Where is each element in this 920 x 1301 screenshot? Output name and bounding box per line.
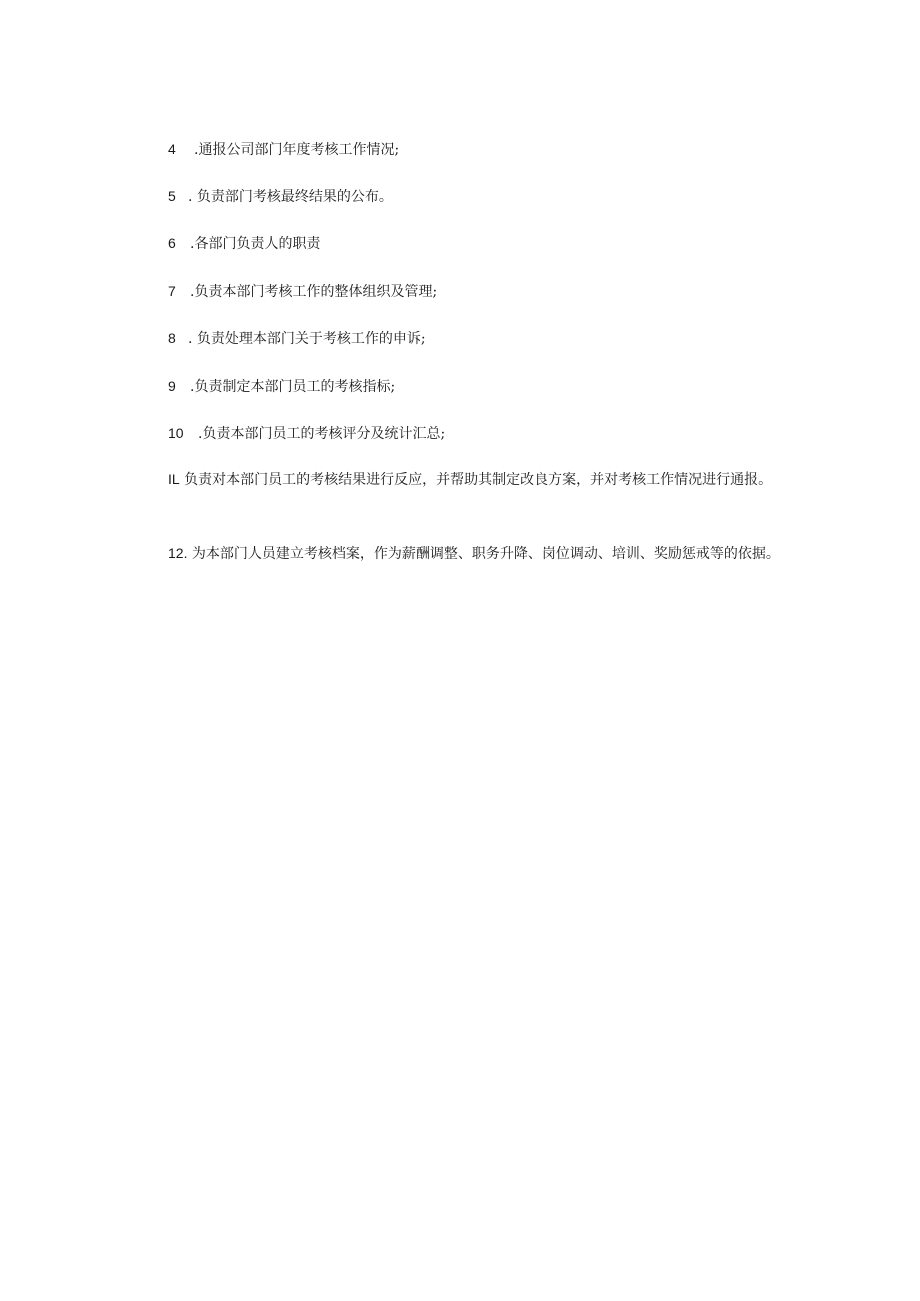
item-text: .负责制定本部门员工的考核指标; bbox=[190, 379, 396, 395]
paragraph-text: 负责对本部门员工的考核结果进行反应，并帮助其制定改良方案，并对考核工作情况进行通报。 bbox=[184, 472, 773, 488]
item-text: .负责本部门考核工作的整体组织及管理; bbox=[190, 284, 438, 300]
item-number: 10 bbox=[168, 425, 184, 441]
list-item bbox=[168, 233, 320, 254]
item-text: .各部门负责人的职责 bbox=[190, 236, 321, 252]
paragraph bbox=[138, 467, 786, 493]
list-item bbox=[168, 376, 395, 397]
item-text: . 负责部门考核最终结果的公布。 bbox=[188, 189, 393, 205]
item-text: .负责本部门员工的考核评分及统计汇总; bbox=[198, 426, 446, 442]
list-item bbox=[168, 139, 399, 160]
item-number: 7 bbox=[168, 283, 176, 299]
item-number: 9 bbox=[168, 378, 176, 394]
item-number: 8 bbox=[168, 330, 176, 346]
item-number: 6 bbox=[168, 235, 176, 251]
item-number: 4 bbox=[168, 141, 176, 157]
item-text: . 负责处理本部门关于考核工作的申诉; bbox=[188, 331, 426, 347]
paragraph-number: IL bbox=[168, 471, 180, 487]
item-text: .通报公司部门年度考核工作情况; bbox=[194, 142, 400, 158]
item-number: 5 bbox=[168, 188, 176, 204]
list-item bbox=[168, 281, 437, 302]
list-item bbox=[168, 328, 426, 349]
list-item bbox=[168, 423, 445, 444]
list-item bbox=[168, 186, 393, 207]
paragraph-number: 12. bbox=[168, 545, 188, 561]
paragraph bbox=[138, 541, 786, 567]
paragraph-text: 为本部门人员建立考核档案，作为薪酬调整、职务升降、岗位调动、培训、奖励惩戒等的依据。 bbox=[191, 546, 780, 562]
